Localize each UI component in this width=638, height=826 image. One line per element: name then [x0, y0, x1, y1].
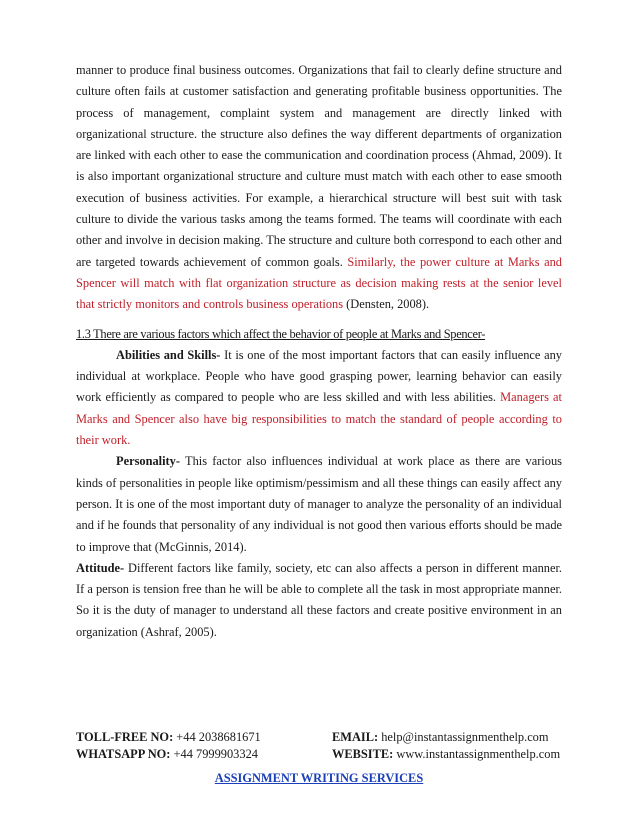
document-body: [76, 60, 562, 643]
paragraph-text: manner to produce final business outcomes. Organizations that fail to clearly define structure and culture often fails at customer satisfaction and generating profitable business opportunities. The process of management, complaint system and management are directly linked with organizational structure. the structure also defines the way different departments of organization are linked with each other to ease the communication and coordination process (Ahmad, 2009). It is also important organizational structure and culture must match with each other to ease smooth execution of business activities. For example, a hierarchical structure will best suit with task culture to divide the various tasks among the teams formed. The teams will coordinate with each other and involve in decision making. The structure and culture both correspond to each other and are targeted towards achievement of common goals.: [76, 63, 562, 269]
whatsapp-number: +44 7999903324: [170, 747, 258, 761]
tollfree-label: TOLL-FREE NO:: [76, 730, 174, 744]
website-label: WEBSITE:: [332, 747, 394, 761]
footer-row-1: [76, 729, 562, 746]
footer-row-2: [76, 746, 562, 763]
paragraph-personality: [76, 451, 562, 557]
paragraph-text: It is one of the most important factors that can easily influence any individual at workplace. People who have good grasping power, learning behavior can easily work efficiently as compared to people who are less skilled and with less abilities.: [76, 347, 562, 405]
email-label: EMAIL:: [332, 730, 379, 744]
section-heading: 1.3 There are various factors which affect the behavior of people at Marks and Spencer-: [76, 326, 486, 341]
term-label: Abilities and Skills-: [116, 347, 221, 362]
website-contact: [332, 746, 562, 763]
whatsapp-label: WHATSAPP NO:: [76, 747, 171, 761]
citation: (Densten, 2008).: [343, 297, 430, 312]
highlighted-text: Managers at Marks and Spencer also have big responsibilities to match the standard of people according to their work.: [76, 390, 562, 448]
paragraph-structure-culture: [76, 60, 562, 316]
assignment-services-link[interactable]: ASSIGNMENT WRITING SERVICES: [214, 771, 424, 785]
term-label: Attitude-: [76, 560, 125, 575]
paragraph-attitude: [76, 558, 562, 643]
email-address[interactable]: help@instantassignmenthelp.com: [378, 730, 549, 744]
email-contact: [332, 729, 562, 746]
website-url[interactable]: www.instantassignmenthelp.com: [393, 747, 561, 761]
term-label: Personality-: [116, 454, 181, 469]
whatsapp-contact: [76, 746, 332, 763]
highlighted-text: Similarly, the power culture at Marks and Spencer will match with flat organization structure as decision making rests at the senior level that strictly monitors and controls business operations: [76, 254, 562, 312]
paragraph-text: Different factors like family, society, etc can also affects a person in different manner. If a person is tension free than he will be able to complete all the task in most appropriate manner. So it is the duty of manager to understand all these factors and create positive environment in an organization (Ashraf, 2005).: [76, 560, 562, 639]
tollfree-contact: [76, 729, 332, 746]
contact-footer: [76, 729, 562, 763]
tollfree-number: +44 2038681671: [173, 730, 261, 744]
paragraph-abilities: [76, 345, 562, 451]
paragraph-text: This factor also influences individual at work place as there are various kinds of personalities in people like optimism/pessimism and all these things can easily affect any person. It is one of the most important duty of manager to analyze the personality of an individual and if he founds that personality of any individual is not good then various efforts should be made to improve that (McGinnis, 2014).: [76, 454, 563, 554]
